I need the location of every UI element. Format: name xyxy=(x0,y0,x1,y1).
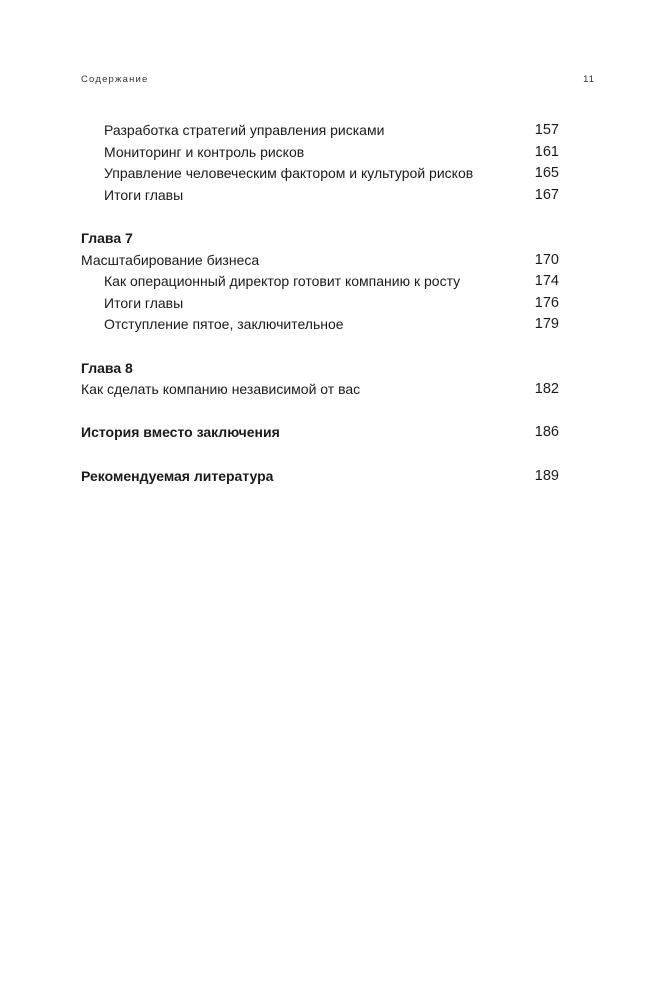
toc-entry[interactable] xyxy=(81,293,559,315)
chapter-heading-label: Глава 7 xyxy=(81,229,133,246)
toc-entry-page: 157 xyxy=(534,122,559,138)
toc-literature[interactable] xyxy=(81,466,559,488)
toc-entry-page: 182 xyxy=(534,381,559,398)
running-header-title: Содержание xyxy=(81,74,149,85)
toc-entry-page: 161 xyxy=(534,143,559,160)
toc-entry-page: 179 xyxy=(534,316,559,333)
toc-entry-label: Масштабирование бизнеса xyxy=(81,251,260,268)
page-number: 11 xyxy=(583,74,595,85)
toc-entry[interactable] xyxy=(81,120,559,142)
toc-entry-label: Разработка стратегий управления рисками xyxy=(104,122,385,138)
toc-entry-label: Итоги главы xyxy=(104,294,184,311)
toc-entry-label: Как сделать компанию независимой от вас xyxy=(81,381,361,398)
toc-entry-label: Итоги главы xyxy=(104,186,184,203)
toc-entry[interactable] xyxy=(81,185,559,207)
toc-chapter-title[interactable] xyxy=(81,250,559,272)
toc-entry-page: 189 xyxy=(534,467,559,484)
chapter-7-heading xyxy=(81,228,559,250)
toc-entry-page: 167 xyxy=(534,186,559,203)
toc-entry-page: 186 xyxy=(534,424,559,441)
toc-entry-page: 170 xyxy=(534,251,559,268)
running-header xyxy=(81,74,595,88)
toc-entry-label: История вместо заключения xyxy=(81,424,280,441)
spacer xyxy=(81,401,559,423)
toc-entry-page: 176 xyxy=(534,294,559,311)
toc-entry[interactable] xyxy=(81,271,559,293)
toc-afterword[interactable] xyxy=(81,422,559,444)
toc-entry-label: Мониторинг и контроль рисков xyxy=(104,143,305,160)
toc-entry-label: Как операционный директор готовит компанию к росту xyxy=(104,273,461,290)
toc-entry-page: 165 xyxy=(534,165,559,182)
chapter-heading-label: Глава 8 xyxy=(81,359,133,376)
toc-entry[interactable] xyxy=(81,142,559,164)
toc-entry-label: Отступление пятое, заключительное xyxy=(104,316,344,333)
spacer xyxy=(81,336,559,358)
spacer xyxy=(81,206,559,228)
chapter-8-heading xyxy=(81,358,559,380)
toc-entry[interactable] xyxy=(81,163,559,185)
toc-entry-label: Рекомендуемая литература xyxy=(81,467,274,484)
spacer xyxy=(81,444,559,466)
toc-entry-label: Управление человеческим фактором и культурой рисков xyxy=(104,165,474,182)
toc-entry-page: 174 xyxy=(534,273,559,290)
toc-chapter-title[interactable] xyxy=(81,379,559,401)
toc-entry[interactable] xyxy=(81,314,559,336)
table-of-contents xyxy=(81,120,559,487)
